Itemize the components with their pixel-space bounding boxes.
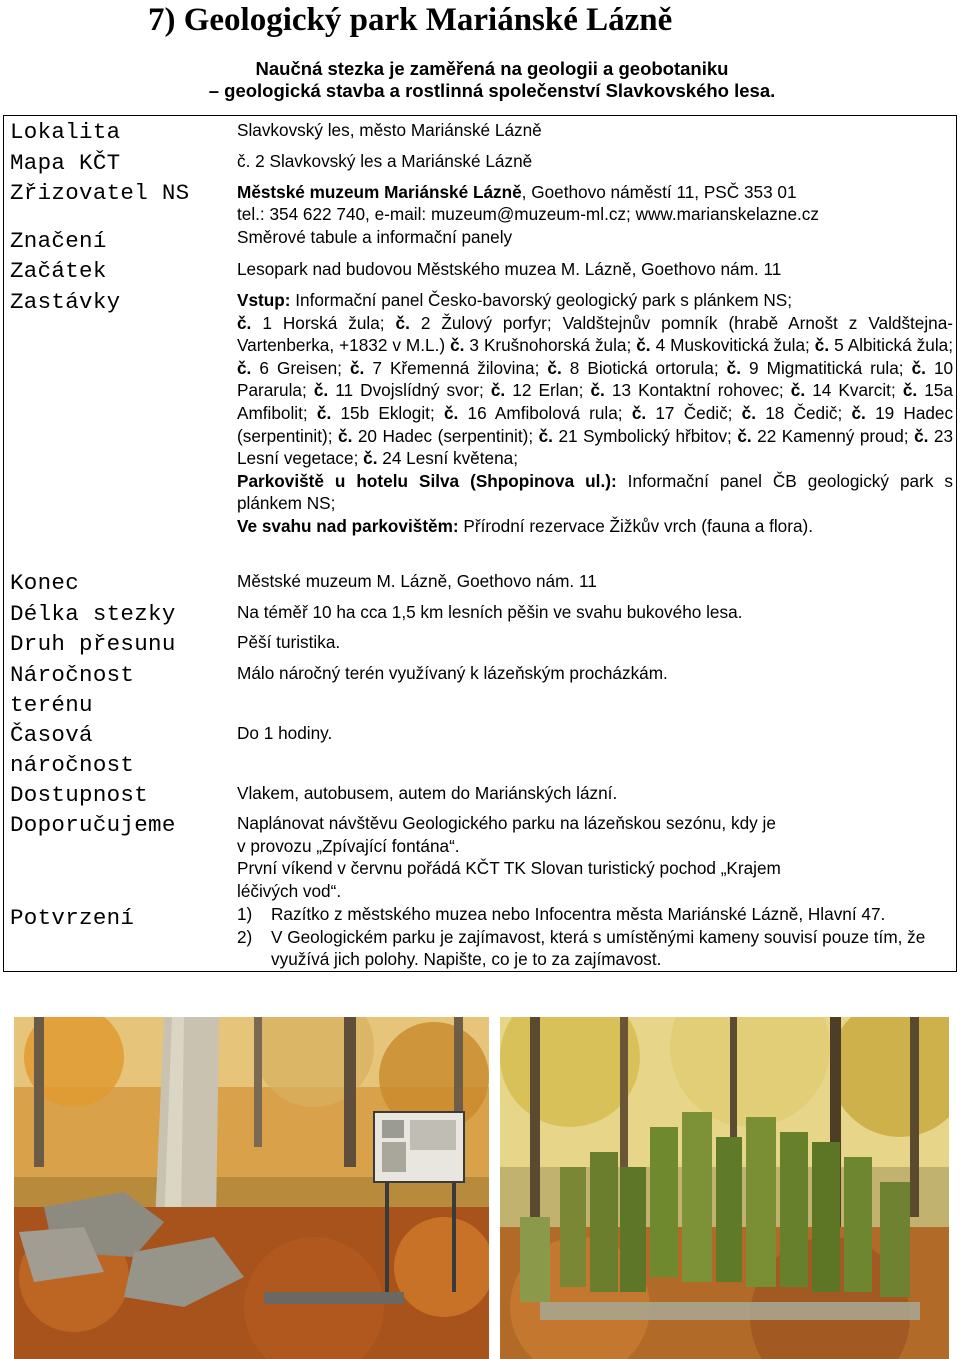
recommend-line-4: léčivých vod“. [237,880,342,901]
stop-name: Lesní vegetace; [237,448,359,469]
stop-item [727,358,912,378]
label-druh: Druh přesunu [10,631,176,657]
stop-number: 15a [924,380,953,401]
stop-name: Biotická ortorula; [587,357,719,378]
stop-name: Hadec (serpentinit); [237,402,954,446]
stop-prefix: č. [790,380,806,401]
stop-item [636,335,815,355]
stop-prefix: č. [814,335,830,356]
stop-number: 22 [757,425,777,446]
stop-number: 5 [834,335,844,356]
confirm-item-1-number: 1) [237,904,253,924]
stop-prefix: č. [237,312,252,333]
stop-number: 3 [469,335,479,356]
value-zrizovatel [237,181,953,224]
stop-name: Hadec (serpentinit); [382,425,534,446]
stop-item [742,403,852,423]
recommend-line-3: První víkend v červnu pořádá KČT TK Slovan turistický pochod „Krajem [237,858,781,879]
stop-item [590,380,790,400]
parking-text: Informační panel ČB geologický park s plánkem NS; [237,470,953,514]
stop-prefix: č. [443,402,459,423]
value-druh: Pěší turistika. [237,632,341,652]
stop-name: Čedič; [683,402,733,423]
organizer-contact: tel.: 354 622 740, e-mail: muzeum@muzeum-ml.cz; www.marianskelazne.cz [237,203,819,224]
value-mapa: č. 2 Slavkovský les a Mariánské Lázně [237,151,533,171]
stop-name: Kvarcit; [838,380,896,401]
label-zastavky: Zastávky [10,289,121,315]
stop-name: Muskovitická žula; [670,335,810,356]
stop-name: Čedič; [793,402,843,423]
label-potvrzeni: Potvrzení [10,905,135,931]
parking-label: Parkoviště u hotelu Silva (Shpopinova ul.): [237,470,617,491]
value-dostupnost: Vlakem, autobusem, autem do Mariánských lázní. [237,783,618,803]
stop-item [491,380,591,400]
stop-prefix: č. [316,402,332,423]
stop-name: Kamenný proud; [781,425,909,446]
stop-item [317,403,444,423]
stop-name: Amfibolová rula; [494,402,623,423]
stop-name: Amfibolit; [237,402,308,423]
label-doporucujeme: Doporučujeme [10,812,176,838]
label-narocnost [10,660,134,720]
stop-number: 18 [765,402,785,423]
stop-name: Dvojslídný svor; [360,380,484,401]
stop-name: Albitická žula; [847,335,953,356]
stop-prefix: č. [590,380,605,401]
page-subtitle [0,58,960,102]
stop-item [791,380,903,400]
stop-item [350,358,547,378]
organizer-address: , Goethovo náměstí 11, PSČ 353 01 [521,182,797,202]
stop-number: 15b [340,402,370,423]
stop-number: 13 [611,380,632,401]
stop-item [237,358,350,378]
stop-name: Pararula; [237,380,307,401]
stop-item [539,426,738,446]
value-potvrzeni [237,903,953,971]
slope-label: Ve svahu nad parkovištěm: [237,515,459,536]
stop-name: Erlan; [538,380,584,401]
stop-prefix: č. [914,425,929,446]
confirm-item-2 [237,926,953,971]
stop-number: 19 [875,402,895,423]
label-casova-line-1: Časová [10,722,93,748]
slope-text: Přírodní rezervace Žižkův vrch (fauna a flora). [458,515,814,536]
recommend-line-2: v provozu „Zpívající fontána“. [237,835,460,856]
stop-prefix: č. [338,425,353,446]
value-zastavky [237,289,953,538]
recommend-line-1: Naplánovat návštěvu Geologického parku na lázeňskou sezónu, kdy je [237,813,776,833]
stop-item [450,335,636,355]
confirm-item-2-text: V Geologickém parku je zajímavost, která s umístěnými kameny souvisí pouze tím, že využívá jich polohy. Napište, co je to za zajímavost. [271,926,926,970]
stop-prefix: č. [547,357,562,378]
stop-prefix: č. [490,380,506,401]
stop-number: 20 [357,425,377,446]
stop-number: 6 [259,357,269,378]
stop-number: 14 [812,380,832,401]
stop-prefix: č. [363,448,378,469]
stop-name: Symbolický hřbitov; [583,425,732,446]
stop-number: 21 [558,425,578,446]
stop-item [314,380,491,400]
photos [0,1017,960,1359]
value-casova: Do 1 hodiny. [237,723,333,743]
stop-prefix: č. [851,402,866,423]
confirm-item-2-number: 2) [237,926,253,947]
stop-number: 16 [467,402,487,423]
stop-prefix: č. [538,425,553,446]
stop-item [363,448,518,468]
stop-number: 24 [382,448,402,469]
value-delka: Na téměř 10 ha cca 1,5 km lesních pěšin ve svahu bukového lesa. [237,602,743,622]
forest-info-panel-image [14,1017,489,1359]
info-table [3,115,957,972]
stop-item [237,313,396,333]
stop-prefix: č. [911,357,926,378]
stop-name: Eklogit; [378,402,435,423]
stop-prefix: č. [636,335,651,356]
stop-name: Žulový porfyr; Valdštejnův pomník (hrabě Arnošt z Valdštejna-Vartenberka, +1832 v M.L.) [237,312,954,356]
stop-item [338,426,539,446]
label-casova-line-2: náročnost [10,752,135,778]
stop-number: 4 [655,335,666,356]
subtitle-line-1: Naučná stezka je zaměřená na geologii a geobotaniku [255,58,729,79]
label-konec: Konec [10,570,80,596]
stop-name: Křemenná žilovina; [389,357,540,378]
stop-number: 11 [335,380,354,401]
value-konec: Městské muzeum M. Lázně, Goethovo nám. 11 [237,571,597,591]
stop-name: Migmatitická rula; [766,357,904,378]
label-narocnost-line-2: terénu [10,692,93,718]
stop-prefix: č. [237,357,252,378]
basalt-columns-image [500,1017,949,1359]
confirm-item-1 [237,903,953,926]
stop-number: 7 [372,357,382,378]
stop-number: 12 [512,380,532,401]
label-mapa: Mapa KČT [10,150,121,176]
stop-prefix: č. [631,402,647,423]
label-narocnost-line-1: Náročnost [10,662,135,688]
stop-item [737,426,914,446]
stop-name: Krušnohorská žula; [483,335,632,356]
label-lokalita: Lokalita [10,119,121,145]
stop-item [444,403,632,423]
stop-prefix: č. [349,357,365,378]
stop-prefix: č. [737,425,752,446]
stop-item [547,358,726,378]
stop-name: Lesní květena; [406,448,518,469]
value-lokalita: Slavkovský les, město Mariánské Lázně [237,120,542,140]
stop-name: Kontaktní rohovec; [638,380,784,401]
value-narocnost: Málo náročný terén využívaný k lázeňským procházkám. [237,663,668,683]
stop-number: 8 [569,357,580,378]
stop-prefix: č. [313,380,329,401]
label-delka: Délka stezky [10,601,176,627]
basalt-columns-photo [500,1017,949,1359]
stop-prefix: č. [741,402,756,423]
label-casova [10,720,134,780]
label-znaceni: Značení [10,228,107,254]
stop-number: 1 [262,312,272,333]
stops-list [237,312,953,470]
forest-info-panel-photo [14,1017,489,1359]
label-dostupnost: Dostupnost [10,782,149,808]
stop-number: 2 [420,312,431,333]
stop-item [632,403,742,423]
label-zacatek: Začátek [10,258,107,284]
stop-number: 9 [749,357,759,378]
confirm-item-1-text: Razítko z městského muzea nebo Infocentra města Mariánské Lázně, Hlavní 47. [271,904,886,924]
value-doporucujeme [237,812,953,902]
stop-prefix: č. [902,380,918,401]
value-znaceni: Směrové tabule a informační panely [237,227,513,247]
stop-prefix: č. [726,357,741,378]
stop-name: Greisen; [276,357,342,378]
stop-name: Horská žula; [282,312,385,333]
stop-number: 10 [934,357,954,378]
page-title: 7) Geologický park Mariánské Lázně [148,2,673,38]
stop-number: 23 [933,425,954,446]
entry-text: Informační panel Česko-bavorský geologický park s plánkem NS; [290,290,792,310]
organizer-name: Městské muzeum Mariánské Lázně [237,182,522,202]
value-zacatek: Lesopark nad budovou Městského muzea M. Lázně, Goethovo nám. 11 [237,259,782,279]
stop-item [815,335,953,355]
entry-label: Vstup: [237,290,291,310]
stop-number: 17 [655,402,675,423]
label-zrizovatel: Zřizovatel NS [10,180,190,206]
stop-prefix: č. [395,312,410,333]
subtitle-line-2: – geologická stavba a rostlinná společenství Slavkovského lesa. [208,80,776,101]
stop-prefix: č. [450,335,465,356]
